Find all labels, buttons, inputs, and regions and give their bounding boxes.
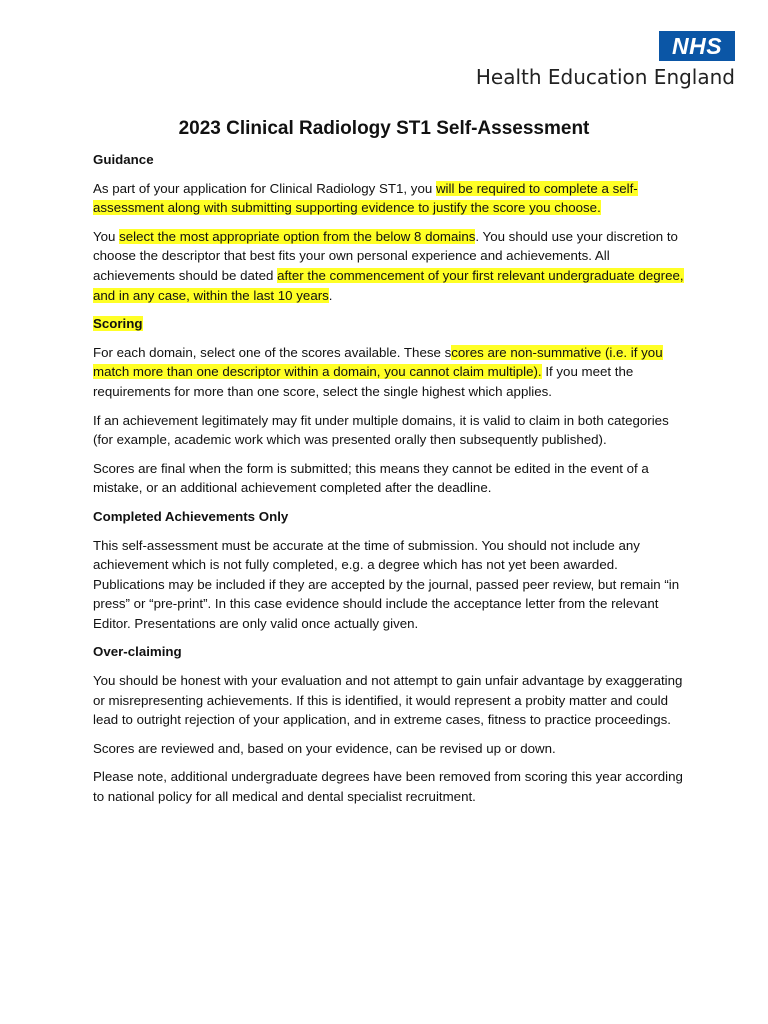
scoring-paragraph-2: If an achievement legitimately may fit under multiple domains, it is valid to claim in both categories (for example, academic work which was presented orally then subsequently published). — [93, 412, 669, 448]
over-claiming-heading: Over-claiming — [93, 644, 182, 660]
over-claiming-paragraph-3: Please note, additional undergraduate degrees have been removed from scoring this year according to national policy for all medical and dental specialist recruitment. — [93, 769, 683, 805]
text-span: For each domain, select one of the scores available. These s — [93, 344, 452, 360]
hee-logo — [475, 31, 735, 91]
scoring-paragraph-3: Scores are final when the form is submitted; this means they cannot be edited in the event of a mistake, or an additional achievement completed after the deadline. — [93, 460, 649, 496]
highlighted-text: select the most appropriate option from the below 8 domains — [119, 228, 476, 244]
scoring-heading — [93, 314, 688, 334]
nhs-logo-text: NHS — [671, 33, 723, 59]
completed-achievements-heading: Completed Achievements Only — [93, 508, 289, 524]
completed-achievements-paragraph: This self-assessment must be accurate at the time of submission. You should not include any achievement which is not fully completed, e.g. a degree which has not yet been awarded. Publications may be included if they are accepted by the journal, passed peer review, but remain “in press” or “pre-print”. In this case evidence should include the acceptance letter from the relevant Editor. Presentations are only valid once actually given. — [93, 537, 680, 631]
highlighted-text: cores are non-summative (i.e. if you match more than one descriptor within a domain, you cannot claim multiple). — [93, 344, 663, 380]
document-body — [93, 150, 688, 816]
organisation-name: Health Education England — [475, 65, 735, 89]
text-span: . You should use your discretion to choose the descriptor that best fits your own personal experience and achievements. All achievements should be dated — [93, 228, 678, 283]
highlighted-text: will be required to complete a self-assessment along with submitting supporting evidence to justify the score you choose. — [93, 180, 638, 216]
text-span: You — [93, 228, 120, 244]
highlighted-text: after the commencement of your first relevant undergraduate degree, and in any case, within the last 10 years — [93, 267, 684, 303]
guidance-heading: Guidance — [93, 152, 154, 167]
text-span: If you meet the requirements for more than one score, select the single highest which applies. — [93, 364, 634, 399]
highlighted-text: Scoring — [93, 316, 143, 332]
text-span: . — [328, 287, 333, 303]
guidance-paragraph-2 — [93, 227, 688, 305]
over-claiming-paragraph-1: You should be honest with your evaluation and not attempt to gain unfair advantage by exaggerating or misrepresenting achievements. If this is identified, it would represent a probity matter and could lead to outright rejection of your application, and in extreme cases, fitness to practice proceedings. — [93, 673, 683, 728]
over-claiming-paragraph-2: Scores are reviewed and, based on your evidence, can be revised up or down. — [93, 740, 556, 756]
scoring-paragraph-1 — [93, 343, 688, 402]
nhs-logo — [659, 31, 735, 61]
page-title: 2023 Clinical Radiology ST1 Self-Assessment — [178, 118, 590, 139]
text-span: As part of your application for Clinical Radiology ST1, you — [93, 180, 436, 196]
guidance-paragraph-1 — [93, 179, 688, 218]
